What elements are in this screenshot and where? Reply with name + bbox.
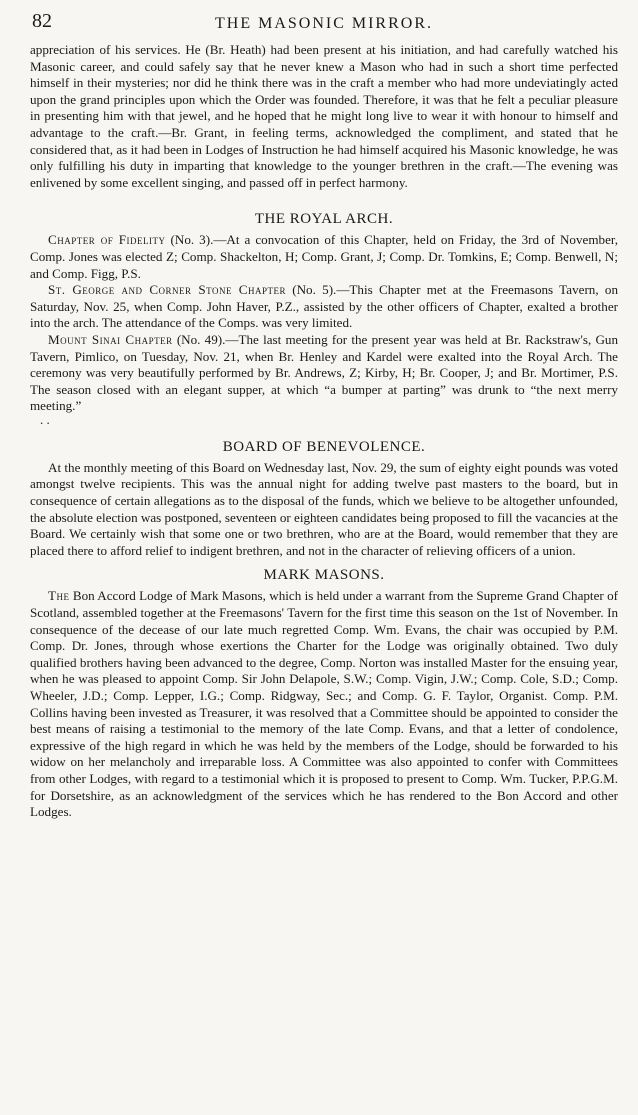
- mark-masons-paragraph: [30, 588, 618, 820]
- chapter-name: Chapter of Fidelity: [48, 232, 166, 248]
- page-number: 82: [32, 10, 52, 32]
- chapter-entry-mount-sinai: [30, 332, 618, 415]
- benevolence-heading: BOARD OF BENEVOLENCE.: [222, 438, 426, 455]
- chapter-report: (No. 49).—The last meeting for the present year was held at Br. Rackstraw's, Gun Tavern, Pimlico, on Tuesday, Nov. 21, when Br. Henley and Kardel were exalted into the Royal Arch. The ceremony was very beautifully performed by Br. Andrews, Z; Kirby, H; Br. Cooper, J; and Br. Mortimer, P.S. The season closed with an elegant supper, at which “a bumper at parting” was drunk to “the next merry meeting.”: [30, 331, 618, 414]
- chapter-entry-st-george: [30, 282, 618, 332]
- running-head: [30, 10, 618, 40]
- lead-word: The: [48, 588, 70, 604]
- mark-masons-report: Bon Accord Lodge of Mark Masons, which is held under a warrant from the Supreme Grand Chapter of Scotland, assembled together at the Freemasons' Tavern for the first time this season on the 1st of November. In consequence of the decease of our late much regretted Comp. Wm. Evans, the chair was occupied by P.M. Comp. Dr. Jones, through whose exertions the Charter for the Lodge was originally obtained. Two duly qualified brothers having been advanced to the degree, Comp. Norton was installed Master for the ensuing year, when he was pleased to appoint Comp. Sir John Delapole, S.W.; Comp. Vigin, J.W.; Comp. Cole, S.D.; Comp. Wheeler, J.D.; Comp. Lepper, I.G.; Comp. Ridgway, Sec.; and Comp. G. F. Taylor, Organist. Comp. P.M. Collins having been invested as Treasurer, it was resolved that a Committee should be appointed to consider the best means of raising a testimonial to the memory of the late Comp. Evans, and that a letter of condolence, expressive of the high regard in which he was held by the members of the Lodge, should be forwarded to his widow on her melancholy and irreparable loss. A Committee was also appointed to confer with Committees from other Lodges, with regard to a testimonial which it is proposed to present to Comp. Wm. Tucker, P.P.G.M. for Dorsetshire, as an acknowledgment of the services which he has rendered to the Bon Accord and other Lodges.: [30, 588, 618, 820]
- chapter-report: (No. 3).—At a convocation of this Chapter, held on Friday, the 3rd of November, Comp. Jones was elected Z; Comp. Shackelton, H; Comp. Grant, J; Comp. Dr. Tomkins, E; Comp. Benwell, N; and Comp. Figg, P.S.: [30, 232, 618, 281]
- intro-paragraph: appreciation of his services. He (Br. Heath) had been present at his initiation, and had carefully watched his Masonic career, and could safely say that he never knew a Mason who had in such a short time perfected himself in their mysteries; nor did he think there was in the craft a member who had more undeviatingly acted upon the grand principles upon which the Order was founded. Therefore, it was that he felt a peculiar pleasure in presenting him with that jewel, and he hoped that he might long live to wear it with honour to himself and advantage to the craft.—Br. Grant, in feeling terms, acknowledged the compliment, and stated that he considered that, as it had been in Lodges of Instruction he had himself acquired his Masonic knowledge, he was only fulfilling his duty in imparting that knowledge to the younger brethren in the craft.—The evening was enlivened by some excellent singing, and passed off in perfect harmony.: [30, 42, 618, 190]
- chapter-name: Mount Sinai Chapter: [48, 331, 173, 347]
- mark-masons-heading: MARK MASONS.: [263, 567, 385, 584]
- chapter-report: (No. 5).—This Chapter met at the Freemasons Tavern, on Saturday, Nov. 25, when Comp. John Haver, P.Z., assisted by the other officers of Chapter, exalted a brother into the arch. The attendance of the Comps. was very limited.: [30, 282, 618, 331]
- section-separator: . .: [40, 411, 50, 427]
- chapter-entry-fidelity: [30, 232, 618, 282]
- benevolence-paragraph: At the monthly meeting of this Board on Wednesday last, Nov. 29, the sum of eighty eight pounds was voted amongst twelve recipients. This was the annual night for adding twelve past masters to the board, but in consequence of certain allegations as to the disposal of the funds, which we believe to be altogether unfounded, the absolute election was postponed, seventeen or eighteen candidates being proposed to fill the vacancies at the Board. We certainly wish that some one or two brethren, who are at the Board, would remember that they are placed there to afford relief to indigent brethren, and not in the character of relieving officers of a union.: [30, 459, 618, 558]
- royal-arch-heading: THE ROYAL ARCH.: [254, 211, 394, 228]
- chapter-name: St. George and Corner Stone Chapter: [48, 282, 286, 298]
- journal-title: THE MASONIC MIRROR.: [214, 15, 433, 32]
